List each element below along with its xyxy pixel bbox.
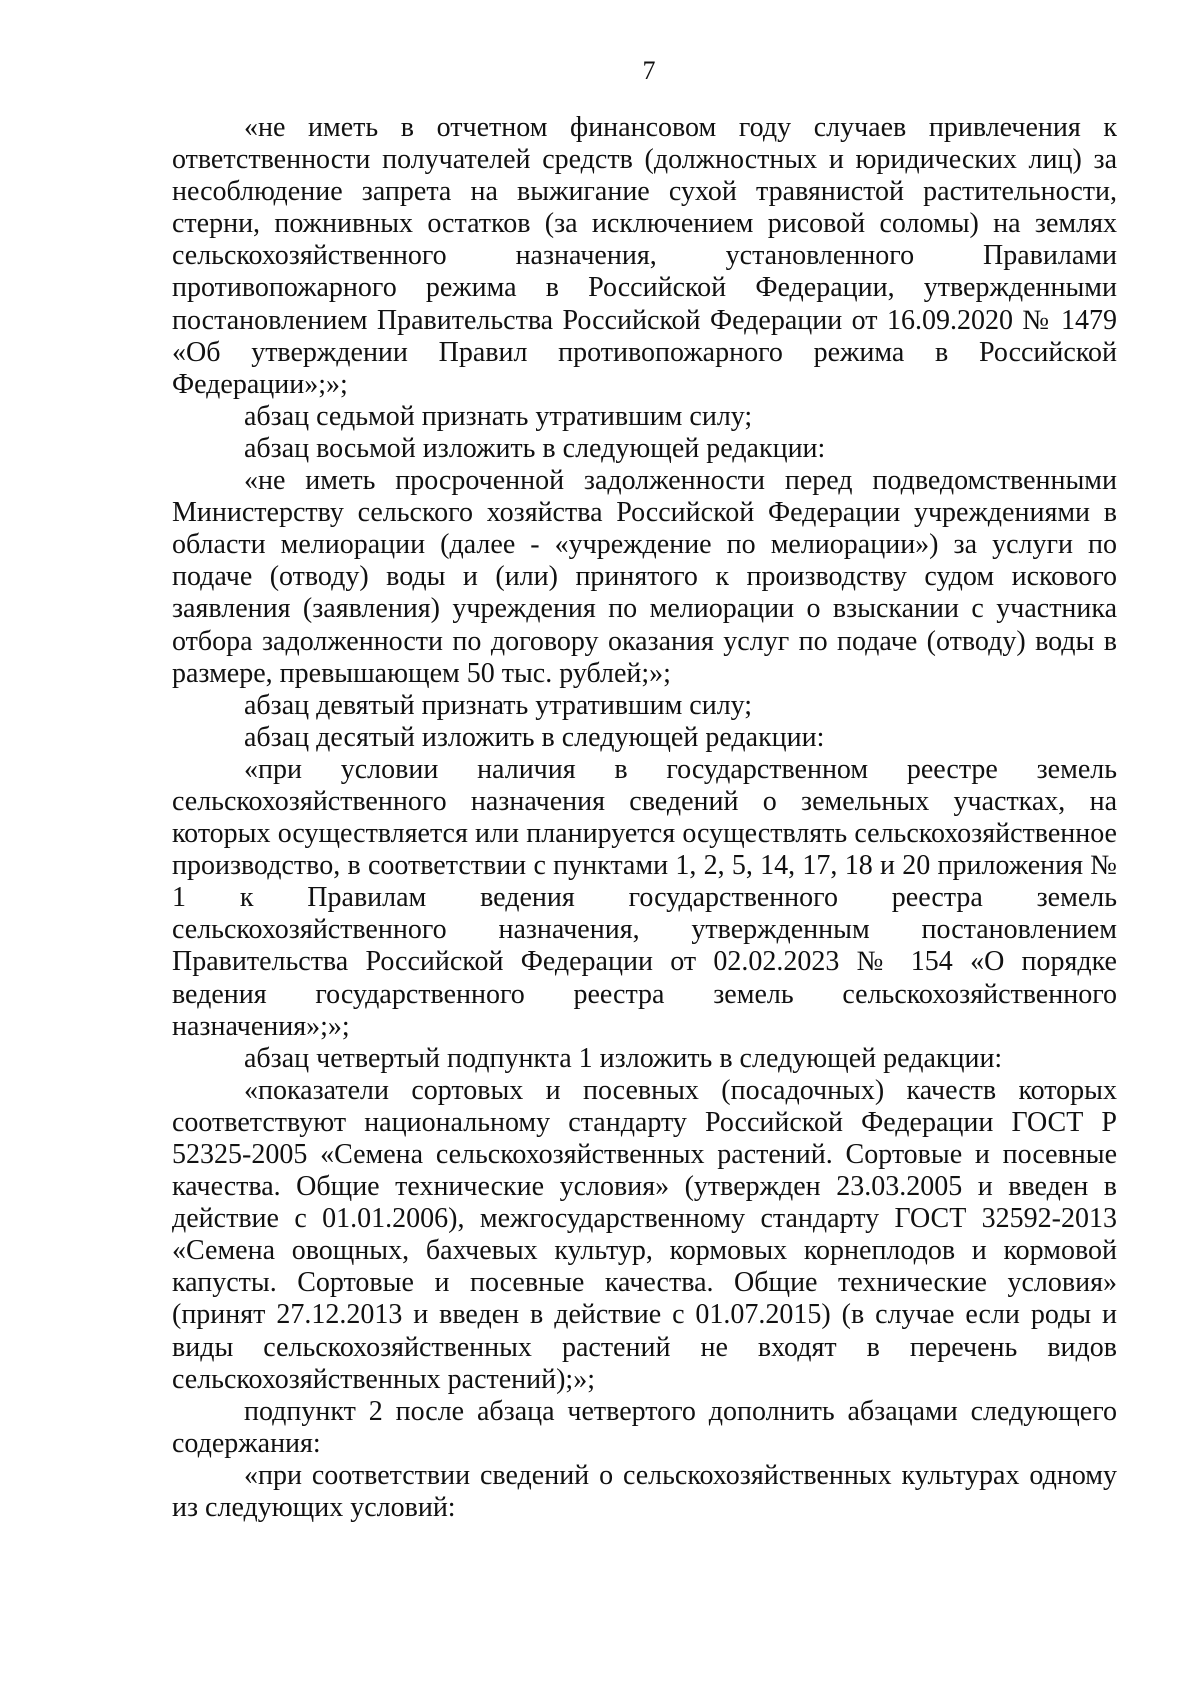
paragraph-1: «не иметь в отчетном финансовом году случаев привлечения к ответственности получателей средств (должностных и юридических лиц) за несоблюдение запрета на выжигание сухой травянистой растительности, стерни, пожнивных остатков (за исключением рисовой соломы) на землях сельскохозяйственного назначения, установленного Правилами противопожарного режима в Российской Федерации, утвержденными постановлением Правительства Российской Федерации от 16.09.2020 № 1479 «Об утверждении Правил противопожарного режима в Российской Федерации»;»; (172, 112, 1117, 400)
paragraph-3: абзац восьмой изложить в следующей редакции: (244, 432, 826, 464)
paragraph-7: «при условии наличия в государственном реестре земель сельскохозяйственного назначения сведений о земельных участках, на которых осуществляется или планируется осуществлять сельскохозяйственное производство, в соответствии с пунктами 1, 2, 5, 14, 17, 18 и 20 приложения № 1 к Правилам ведения государственного реестра земель сельскохозяйственного назначения, утвержденным постановлением Правительства Российской Федерации от 02.02.2023 № 154 «О порядке ведения государственного реестра земель сельскохозяйственного назначения»;»; (172, 753, 1117, 1042)
paragraph-9: «показатели сортовых и посевных (посадочных) качеств которых соответствуют национальному стандарту Российской Федерации ГОСТ Р 52325-2005 «Семена сельскохозяйственных растений. Сортовые и посевные качества. Общие технические условия» (утвержден 23.03.2005 и введен в действие с 01.01.2006), межгосударственному стандарту ГОСТ 32592-2013 «Семена овощных, бахчевых культур, кормовых корнеплодов и кормовой капусты. Сортовые и посевные качества. Общие технические условия» (принят 27.12.2013 и введен в действие с 01.07.2015) (в случае если роды и виды сельскохозяйственных растений не входят в перечень видов сельскохозяйственных растений);»; (172, 1074, 1117, 1395)
document-body (172, 112, 1117, 1524)
paragraph-11: «при соответствии сведений о сельскохозяйственных культурах одному из следующих условий: (172, 1459, 1117, 1524)
paragraph-4: «не иметь просроченной задолженности перед подведомственными Министерству сельского хозяйства Российской Федерации учреждениями в области мелиорации (далее - «учреждение по мелиорации») за услуги по подаче (отводу) воды и (или) принятого к производству судом искового заявления (заявления) учреждения по мелиорации о взыскании с участника отбора задолженности по договору оказания услуг по подаче (отводу) воды в размере, превышающем 50 тыс. рублей;»; (172, 465, 1117, 689)
paragraph-2: абзац седьмой признать утратившим силу; (244, 400, 753, 432)
page-number: 7 (642, 56, 656, 85)
paragraph-10: подпункт 2 после абзаца четвертого дополнить абзацами следующего содержания: (172, 1395, 1117, 1459)
paragraph-5: абзац девятый признать утратившим силу; (244, 689, 753, 721)
paragraph-6: абзац десятый изложить в следующей редакции: (244, 721, 825, 753)
paragraph-8: абзац четвертый подпункта 1 изложить в следующей редакции: (244, 1042, 1003, 1074)
